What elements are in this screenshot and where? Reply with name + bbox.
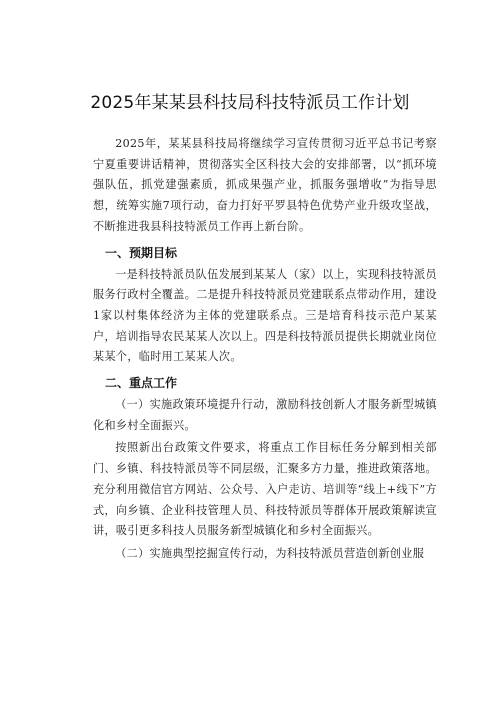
document-body <box>93 134 437 565</box>
key-work-item-2: （二）实施典型挖掘宣传行动，为科技特派员营造创新创业服 <box>115 546 425 560</box>
section-heading-key-work: 二、重点工作 <box>105 376 178 391</box>
section-heading-goals: 一、预期目标 <box>105 245 178 260</box>
document-title: 2025年某某县科技局科技特派员工作计划 <box>90 93 410 113</box>
goals-paragraph: 一是科技特派员队伍发展到某某人（家）以上，实现科技特派员服务行政村全覆盖。二是提升科技特派员党建联系点带动作用，建设1家以村集体经济为主体的党建联系点。三是培育科技示范户某某户，培训指导农民某某人次以上。四是科技特派员提供长期就业岗位某某个，临时用工某某人次。 <box>93 267 437 364</box>
key-work-item-1-text: 按照新出台政策文件要求，将重点工作目标任务分解到相关部门、乡镇、科技特派员等不同层级，汇聚多方力量，推进政策落地。充分利用微信官方网站、公众号、入户走访、培训等“线上+线下”方式，向乡镇、企业科技管理人员、科技特派员等群体开展政策解读宣讲，吸引更多科技人员服务新型城镇化和乡村全面振兴。 <box>93 441 437 538</box>
key-work-item-1: （一）实施政策环境提升行动，激励科技创新人才服务新型城镇化和乡村全面振兴。 <box>93 398 437 432</box>
intro-paragraph: 2025年，某某县科技局将继续学习宣传贯彻习近平总书记考察宁夏重要讲话精神，贯彻落实全区科技大会的安排部署，以“抓环境强队伍，抓党建强素质，抓成果强产业，抓服务强增收”为指导思想，统筹实施7项行动，奋力打好平罗县特色优势产业升级攻坚战，不断推进我县科技特派员工作再上新台阶。 <box>93 137 437 233</box>
